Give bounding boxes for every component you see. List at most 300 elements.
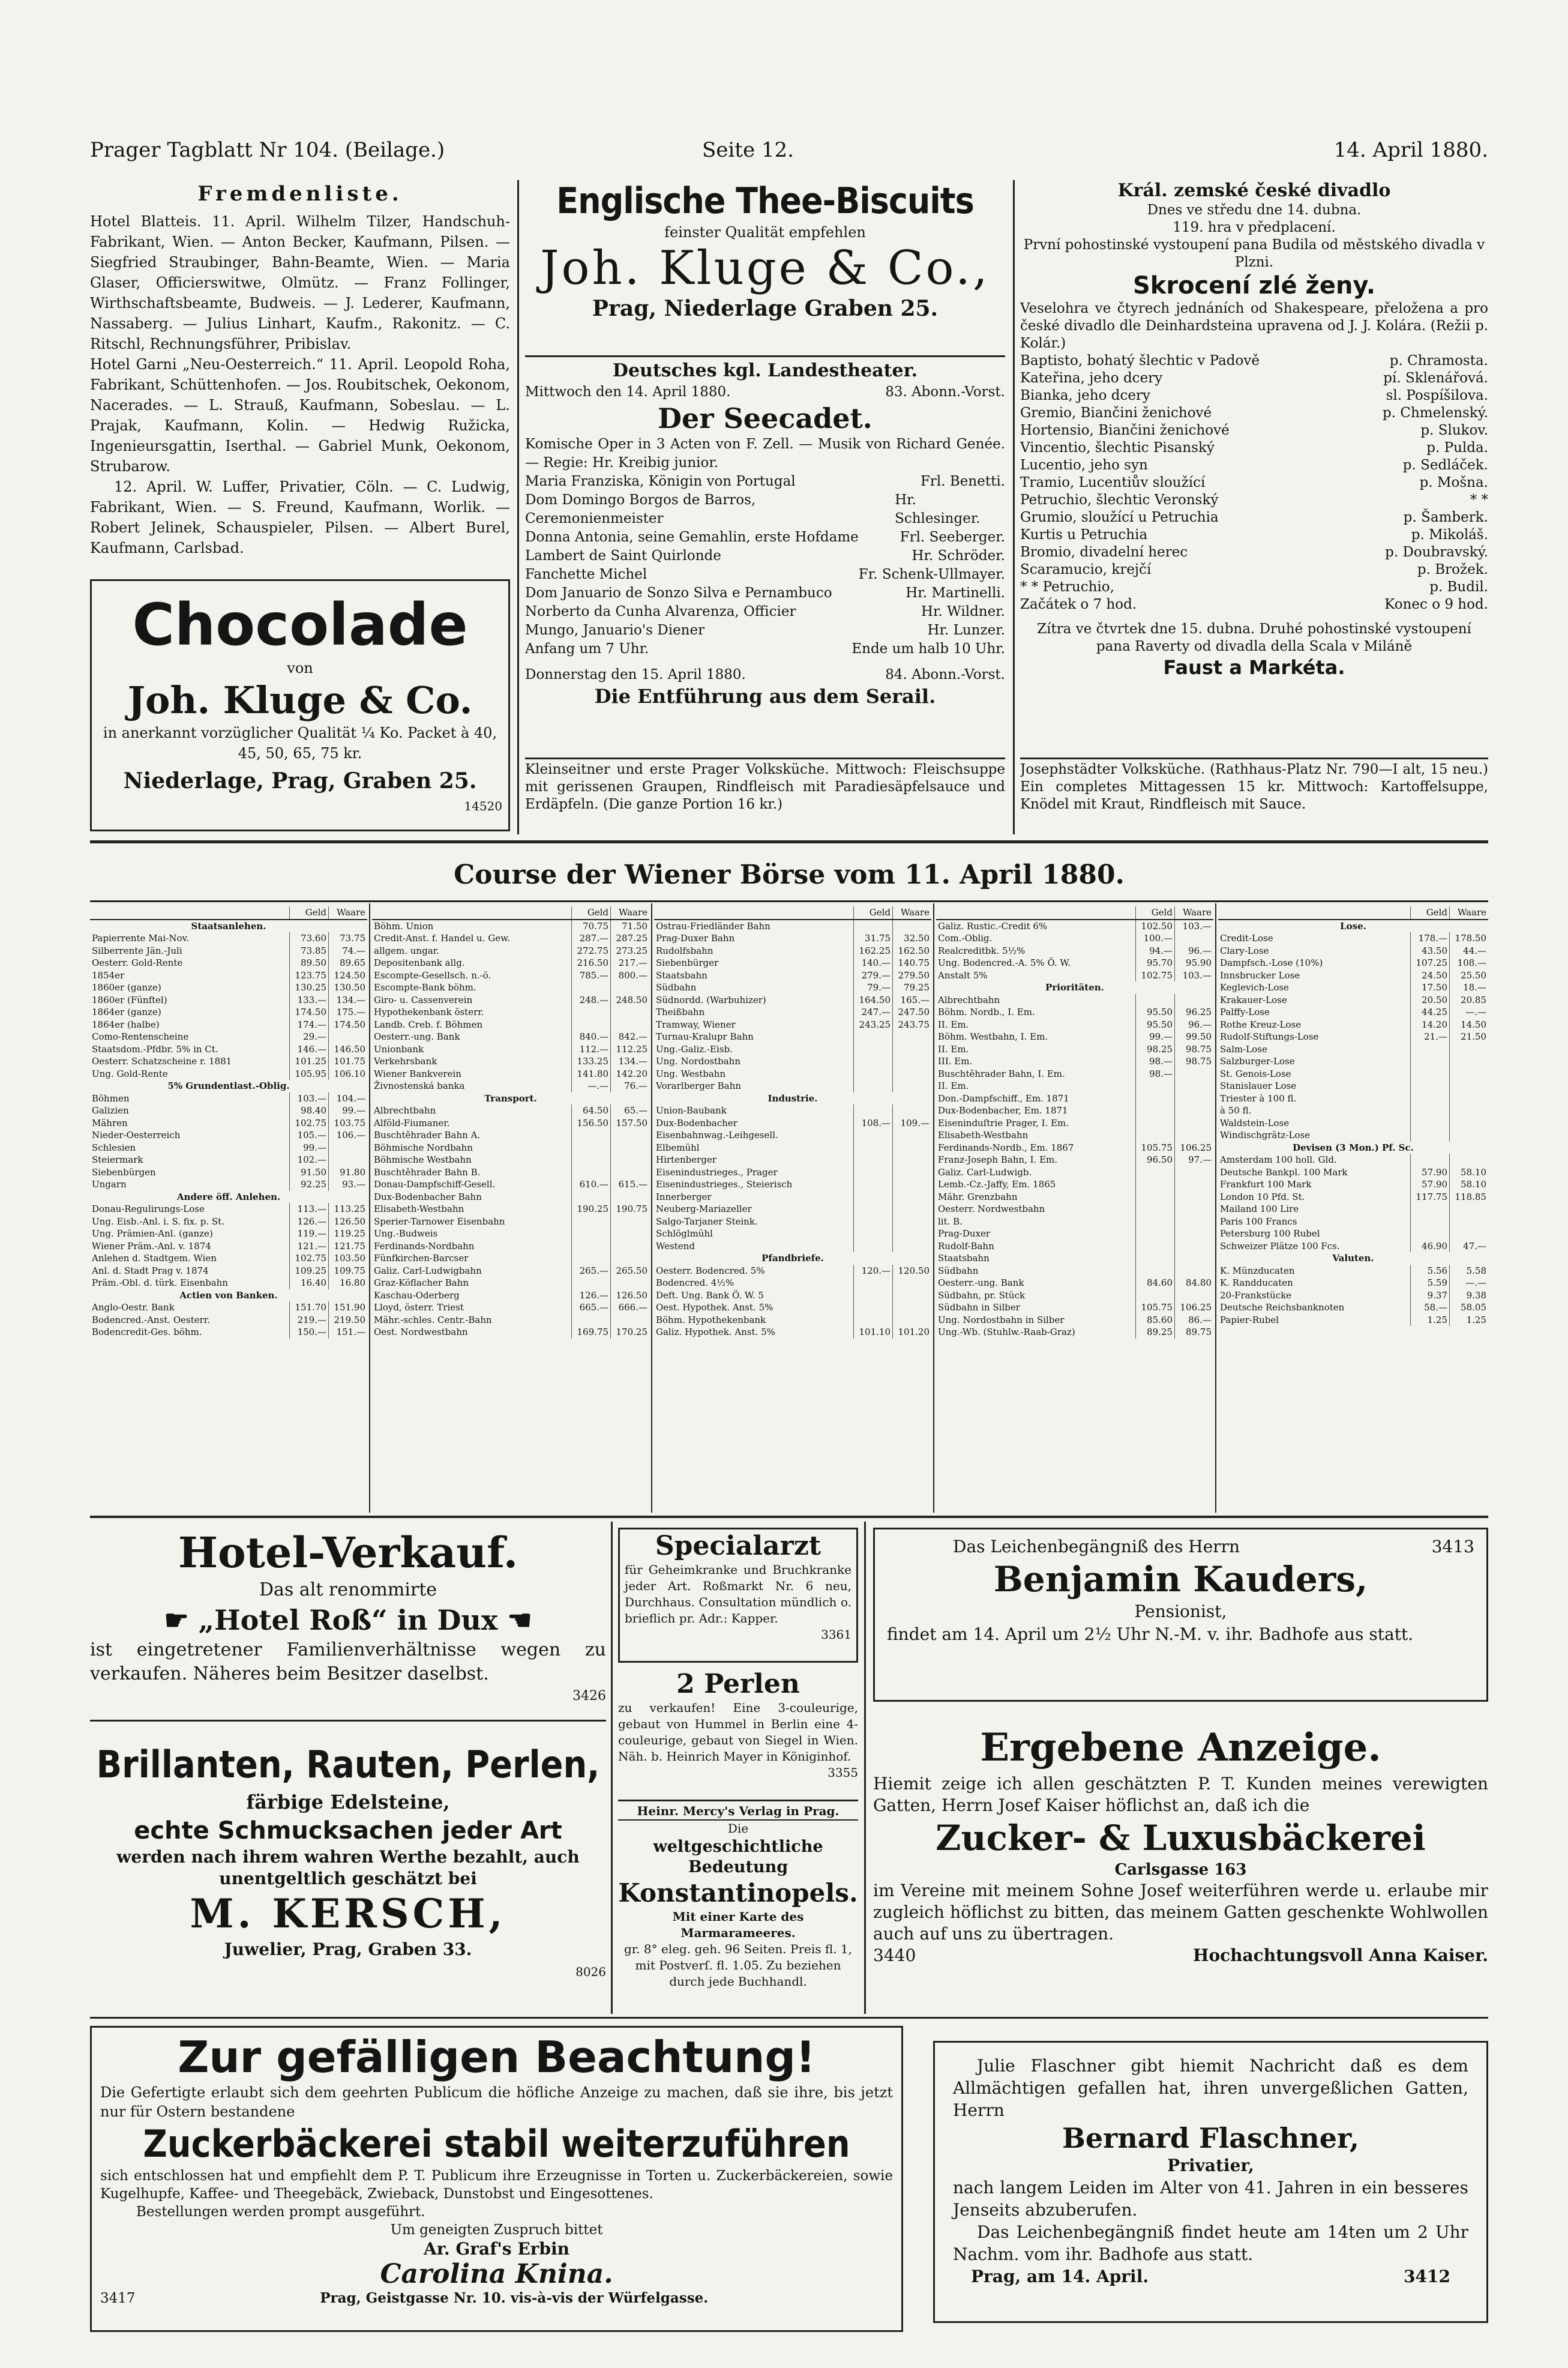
rates-waare-value [1175, 1252, 1214, 1265]
hotel-verkauf-number: 3426 [572, 1689, 606, 1704]
rates-security-name: Dux-Bodenbacher Bahn [374, 1191, 482, 1202]
rates-geld-value: 1.25 [1411, 1314, 1450, 1327]
kersch-line4: werden nach ihrem wahren Werthe bezahlt, auch unentgeltlich geschätzt bei [116, 1847, 580, 1888]
rates-waare-value: 9.38 [1450, 1289, 1489, 1302]
divider [525, 758, 1005, 759]
rates-security-name: Hypothekenbank österr. [374, 1007, 484, 1017]
rates-waare-value [1450, 1080, 1489, 1092]
rates-geld-value: 57.90 [1411, 1166, 1450, 1179]
rates-security-name: Mailand 100 Lire [1220, 1204, 1299, 1214]
chocolade-title: Chocolade [132, 591, 468, 658]
rates-geld-value: 219.— [290, 1314, 329, 1327]
rates-waare-value: 120.50 [893, 1265, 932, 1277]
rates-row [936, 1154, 1213, 1166]
rates-security-name: Eiseninduſtrie Prager, I. Em. [938, 1117, 1069, 1128]
rates-waare-value [893, 1203, 932, 1216]
rates-row [90, 1289, 367, 1302]
theater-de-cast [525, 472, 1005, 640]
beachtung-body3: Bestellungen werden prompt ausgeführt. [136, 2204, 425, 2220]
header-left: Prager Tagblatt Nr 104. (Beilage.) [90, 138, 445, 162]
rates-row [654, 957, 931, 969]
rates-waare-value: 170.25 [611, 1326, 650, 1339]
rates-geld-value [1411, 1055, 1450, 1068]
rates-geld-value: 14.20 [1411, 1019, 1450, 1031]
rates-security-name: Steiermark [92, 1154, 143, 1165]
rates-geld-value [572, 1216, 611, 1228]
rates-waare-value [893, 1301, 932, 1314]
rates-waare-value: 20.85 [1450, 994, 1489, 1007]
rates-geld-value: 89.25 [1136, 1326, 1175, 1339]
rates-waare-value: 89.65 [329, 957, 368, 969]
rates-security-name: Credit-Lose [1220, 933, 1273, 944]
theater-cz-next: Zítra ve čtvrtek dne 15. dubna. Druhé pohostinské vystoupení pana Raverty od divadla della Scala v Miláně [1037, 621, 1471, 654]
rates-security-name: II. Em. [938, 1043, 969, 1055]
rates-geld-value: 98.25 [1136, 1043, 1175, 1056]
rates-security-name: Dux-Bodenbacher, Em. 1871 [938, 1105, 1068, 1116]
rates-security-name: Deutsche Bankpl. 100 Mark [1220, 1166, 1348, 1178]
rates-security-name: Donau-Dampfschiff-Gesell. [374, 1179, 496, 1190]
rates-row [90, 1166, 367, 1179]
rates-waare-value: 1.25 [1450, 1314, 1489, 1327]
kaiser-body1: Hiemit zeige ich allen geschätzten P. T. Kunden meines verewigten Gatten, Herrn Josef Kaiser höflichst an, daß ich die [873, 1774, 1488, 1815]
rates-row [936, 1117, 1213, 1130]
rates-row [372, 1031, 649, 1043]
rates-waare-value [893, 1154, 932, 1166]
rates-waare-value: 134.— [329, 994, 368, 1007]
rates-row [90, 1117, 367, 1130]
rates-security-name: Dux-Bodenbacher [656, 1117, 737, 1128]
hotel-verkauf-hotel: ☛ „Hotel Roß“ in Dux ☚ [164, 1604, 532, 1636]
kersch-line3: echte Schmucksachen jeder Art [134, 1817, 562, 1845]
rates-row [654, 945, 931, 957]
rates-row [936, 1178, 1213, 1191]
cast-row [525, 491, 1005, 528]
cast-actor: p. Mošna. [1419, 475, 1488, 490]
rates-waare-value: 79.25 [893, 981, 932, 994]
rates-geld-value: 279.— [854, 969, 893, 982]
rates-security-name: Nieder-Oesterreich [92, 1130, 181, 1140]
rates-geld-value [1136, 1240, 1175, 1253]
rates-geld-value: 146.— [290, 1043, 329, 1056]
rates-security-name: Böhmische Westbahn [374, 1154, 472, 1165]
rates-row [654, 1314, 931, 1327]
rates-geld-value [854, 1301, 893, 1314]
rates-row [1218, 1240, 1488, 1253]
rates-security-name: Papierrente Mai-Nov. [92, 933, 189, 944]
chocolade-firm: Joh. Kluge & Co. [127, 678, 473, 722]
boerse-column-5 [1218, 906, 1488, 1513]
kaiser-shop: Zucker- & Luxusbäckerei [936, 1818, 1426, 1858]
rates-row [1218, 932, 1488, 945]
rates-waare-value [329, 1142, 368, 1154]
cast-row [1020, 387, 1488, 405]
rates-security-name: Böhm. Hypothekenbank [656, 1314, 766, 1325]
rates-waare-value: 108.— [1450, 957, 1489, 969]
rates-waare-value: 217.— [611, 957, 650, 969]
rates-geld-value: 265.— [572, 1265, 611, 1277]
rates-geld-value [572, 1154, 611, 1166]
rates-security-name: Galiz. Rustic.-Credit 6% [938, 920, 1048, 932]
column-rule [517, 180, 519, 834]
rates-security-name: Elbemühl [656, 1142, 700, 1153]
rates-security-name: Salgo-Tarjaner Steink. [656, 1216, 758, 1227]
rates-row [654, 1240, 931, 1253]
rates-geld-value [572, 1129, 611, 1142]
rates-waare-value [611, 1019, 650, 1031]
rates-row [654, 1326, 931, 1339]
rates-waare-value: 91.80 [329, 1166, 368, 1179]
rates-row [372, 1129, 649, 1142]
rates-row [1218, 1154, 1488, 1166]
rates-geld-value: 44.25 [1411, 1006, 1450, 1019]
rates-geld-value [1136, 1289, 1175, 1302]
rates-waare-value: 113.25 [329, 1203, 368, 1216]
rates-row [372, 1265, 649, 1277]
rates-waare-value [1175, 1289, 1214, 1302]
cast-role: Hortensio, Biančini ženichové [1020, 423, 1230, 438]
rates-security-name: St. Genois-Lose [1220, 1068, 1291, 1079]
rates-waare-value [893, 1191, 932, 1204]
rates-geld-value [1411, 1203, 1450, 1216]
divider [90, 1516, 1488, 1518]
rates-waare-value [1450, 1216, 1489, 1228]
rates-row [372, 994, 649, 1007]
rates-security-name: Westend [656, 1240, 695, 1252]
rates-row [90, 1142, 367, 1154]
rates-security-name: Franz-Joseph Bahn, I. Em. [938, 1154, 1058, 1165]
rates-waare-value [893, 1216, 932, 1228]
rates-waare-value: 279.50 [893, 969, 932, 982]
rates-geld-value: 141.80 [572, 1068, 611, 1080]
rates-geld-value: 126.— [290, 1216, 329, 1228]
rates-waare-value: 106.— [329, 1129, 368, 1142]
perlen-ad [618, 1669, 858, 1798]
rates-row [936, 1019, 1213, 1031]
rates-security-name: Turnau-Kralupr Bahn [656, 1031, 754, 1042]
column-rule [651, 903, 652, 1513]
rates-waare-value [1175, 1166, 1214, 1179]
flaschner-name: Bernard Flaschner, [1062, 2122, 1359, 2154]
rates-waare-value: 157.50 [611, 1117, 650, 1130]
rates-row [654, 1216, 931, 1228]
rates-waare-value [1175, 1080, 1214, 1092]
rates-security-name: Albrechtbahn [938, 994, 1000, 1005]
rates-geld-value: 101.25 [290, 1055, 329, 1068]
column-rule [1013, 180, 1015, 834]
cast-row [525, 584, 1005, 603]
fremdenliste-paragraph: Hotel Blatteis. 11. April. Wilhelm Tilzer, Handschuh-Fabrikant, Wien. — Anton Becker, Kaufmann, Pilsen. — Siegfried Straubinger, Bahn-Beamte, Wien. — Maria Glaser, Officierswitwe, Olmütz. — Franz Follinger, Wirthschaftsbeamte, Budweis. — J. Lederer, Kaufmann, Nassaberg. — Julius Linhart, Kaufm., Rakonitz. — C. Ritschl, Rechnungsführer, Pribislav. [90, 213, 510, 352]
column-rule [369, 903, 370, 1513]
rates-waare-value [893, 1142, 932, 1154]
rates-row [654, 1301, 931, 1314]
cast-role: Donna Antonia, seine Gemahlin, erste Hofdame [525, 529, 859, 545]
mercy-title1: weltgeschichtliche Bedeutung [653, 1837, 823, 1876]
chocolade-number: 14520 [464, 799, 502, 813]
rates-row [372, 1043, 649, 1056]
rates-geld-value: 20.50 [1411, 994, 1450, 1007]
rates-geld-value: —.— [572, 1080, 611, 1092]
theater-cz-times: Začátek o 7 hod. Konec o 9 hod. [1020, 597, 1488, 612]
rates-security-name: Eisenindustrieges., Steierisch [656, 1179, 793, 1190]
rates-security-name: Prag-Duxer [938, 1228, 991, 1239]
rates-row [654, 1191, 931, 1204]
theater-cz-play: Skrocení zlé ženy. [1132, 272, 1376, 300]
rates-row [654, 1277, 931, 1289]
rates-geld-value: 21.— [1411, 1031, 1450, 1043]
rates-waare-value [893, 1166, 932, 1179]
rates-row [90, 1265, 367, 1277]
rates-row [372, 1203, 649, 1216]
rates-row [90, 1228, 367, 1240]
rates-waare-value [611, 1154, 650, 1166]
rates-header-waare: Waare [1175, 906, 1214, 920]
rates-row [90, 981, 367, 994]
specialarzt-number: 3361 [821, 1627, 852, 1642]
rates-security-name: Ung. Bodencred.-A. 5% Ö. W. [938, 957, 1071, 968]
rates-security-name: K. Randducaten [1220, 1277, 1293, 1288]
cast-role: Vincentio, šlechtic Pisanský [1020, 440, 1215, 456]
rates-geld-value: 101.10 [854, 1326, 893, 1339]
rates-security-name: Oesterr. Bodencred. 5% [656, 1265, 765, 1276]
rates-row [936, 1216, 1213, 1228]
rates-geld-value: 287.— [572, 932, 611, 945]
rates-row [1218, 994, 1488, 1007]
rates-security-name: Rothe Kreuz-Lose [1220, 1019, 1302, 1030]
rates-row [936, 1265, 1213, 1277]
rates-geld-value [854, 1216, 893, 1228]
rates-geld-value [1136, 1166, 1175, 1179]
rates-geld-value: 79.— [854, 981, 893, 994]
rates-waare-value: 103.— [1175, 920, 1214, 933]
rates-geld-value [1136, 1129, 1175, 1142]
rates-security-name: Frankfurt 100 Mark [1220, 1179, 1312, 1190]
rates-security-name: Rudolf-Bahn [938, 1240, 994, 1252]
rates-row [372, 1240, 649, 1253]
rates-geld-value: 16.40 [290, 1277, 329, 1289]
rates-waare-value: 98.75 [1175, 1055, 1214, 1068]
rates-row [90, 932, 367, 945]
rates-security-name: Elisabeth-Westbahn [374, 1204, 464, 1214]
rates-geld-value: 95.50 [1136, 1019, 1175, 1031]
hotel-verkauf-body: ist eingetretener Familienverhältnisse wegen zu verkaufen. Näheres beim Besitzer daselbst. [90, 1639, 606, 1684]
rates-row [90, 1068, 367, 1080]
rates-waare-value: 666.— [611, 1301, 650, 1314]
rates-header-geld: Geld [1136, 906, 1175, 920]
chocolade-von: von [287, 660, 313, 676]
flaschner-footer: Prag, am 14. April. 3412 [971, 2267, 1450, 2286]
cast-row [1020, 439, 1488, 457]
rates-security-name: Schlöglmühl [656, 1228, 713, 1239]
cast-role: Norberto da Cunha Alvarenza, Officier [525, 604, 796, 619]
divider [1020, 758, 1488, 759]
rates-row [654, 1043, 931, 1056]
cast-role: Bromio, divadelní herec [1020, 544, 1188, 560]
rates-header-blank [372, 906, 572, 920]
rates-geld-value [854, 1314, 893, 1327]
rates-waare-value: 65.— [611, 1104, 650, 1117]
rates-row [372, 1314, 649, 1327]
rates-geld-value: 102.75 [290, 1117, 329, 1130]
rates-security-name: Buschtěhrader Bahn B. [374, 1166, 481, 1178]
fremdenliste-title: Fremdenliste. [197, 182, 403, 206]
theater-cz-title: Král. zemské české divadlo [1117, 180, 1391, 201]
rates-row [936, 1104, 1213, 1117]
rates-security-name: Com.-Oblig. [938, 933, 993, 944]
rates-geld-value: 105.95 [290, 1068, 329, 1080]
divider [90, 2017, 1488, 2019]
rates-header-waare: Waare [893, 906, 932, 920]
rates-row [372, 1019, 649, 1031]
rates-waare-value: 175.— [329, 1006, 368, 1019]
rates-security-name: Alföld-Fiumaner. [374, 1117, 450, 1128]
rates-row [936, 1055, 1213, 1068]
rates-row [90, 957, 367, 969]
rates-security-name: Ung. Nordostbahn [656, 1056, 740, 1067]
rates-geld-value [1136, 1092, 1175, 1105]
rates-security-name: Amsterdam 100 holl. Gld. [1220, 1154, 1337, 1165]
rates-geld-value: 73.85 [290, 945, 329, 957]
rates-row [936, 1142, 1213, 1154]
theater-de-title: Deutsches kgl. Landestheater. [612, 360, 918, 381]
rates-security-name: Mähren [92, 1117, 128, 1128]
cast-role: Gremio, Biančini ženichové [1020, 405, 1212, 421]
rates-geld-value [1411, 1043, 1450, 1056]
rates-security-name: 20-Frankstücke [1220, 1289, 1292, 1301]
rates-security-name: Oesterr.-ung. Bank [938, 1277, 1024, 1288]
cast-actor: p. Pulda. [1426, 440, 1488, 456]
rates-security-name: Galiz. Hypothek. Anst. 5% [656, 1327, 775, 1337]
kaiser-street: Carlsgasse 163 [1114, 1861, 1247, 1879]
rates-row [372, 1252, 649, 1265]
rates-row [654, 1006, 931, 1019]
cast-row [525, 528, 1005, 547]
rates-security-name: Buschtěhrader Bahn A. [374, 1130, 481, 1140]
rates-geld-value: 43.50 [1411, 945, 1450, 957]
boerse-column-1 [90, 906, 367, 1513]
rates-geld-value: 89.50 [290, 957, 329, 969]
rates-security-name: Südbahn [938, 1265, 979, 1276]
rates-geld-value: 84.60 [1136, 1277, 1175, 1289]
rates-row [372, 1006, 649, 1019]
volkskueche-left: Kleinseitner und erste Prager Volksküche. Mittwoch: Fleischsuppe mit gerissenen Graupen, Rindfleisch mit Paradiesäpfelsauce und Erdäpfeln. (Die ganze Portion 16 kr.) [525, 762, 1005, 812]
rates-geld-value: 108.— [854, 1117, 893, 1130]
rates-section-heading: Pfandbriefe. [761, 1253, 824, 1264]
rates-security-name: Bodencred.-Anst. Oesterr. [92, 1314, 211, 1325]
kauders-body: findet am 14. April um 2½ Uhr N.-M. v. ihr. Badhofe aus statt. [887, 1624, 1414, 1644]
rates-security-name: 1854er [92, 969, 125, 981]
rates-security-name: Palffy-Lose [1220, 1007, 1270, 1017]
cast-actor: Hr. Schröder. [912, 548, 1005, 564]
column-rule [864, 1522, 866, 2014]
kauders-line1: Das Leichenbegängniß des Herrn 3413 [953, 1537, 1474, 1556]
rates-header-row [90, 906, 367, 920]
rates-security-name: Schweizer Plätze 100 Fcs. [1220, 1240, 1340, 1252]
rates-security-name: Lemb.-Cz.-Jaffy, Em. 1865 [938, 1179, 1056, 1190]
rates-waare-value: 101.75 [329, 1055, 368, 1068]
rates-security-name: Giro- u. Cassenverein [374, 994, 473, 1005]
cast-actor: pí. Sklenářová. [1383, 370, 1488, 386]
rates-security-name: Oest. Nordwestbahn [374, 1327, 468, 1337]
rates-geld-value: 247.— [854, 1006, 893, 1019]
cast-row [1020, 526, 1488, 544]
rates-waare-value [611, 1129, 650, 1142]
rates-geld-value [854, 1043, 893, 1056]
rates-geld-value: 105.75 [1136, 1142, 1175, 1154]
rates-geld-value [1136, 1216, 1175, 1228]
cast-role: Kateřina, jeho dcery [1020, 370, 1163, 386]
rates-row [372, 1080, 649, 1092]
cast-role: Baptisto, bohatý šlechtic v Padově [1020, 353, 1260, 369]
rates-header-blank [1218, 906, 1411, 920]
rates-section-heading: Lose. [1340, 920, 1366, 932]
theater-de-section [525, 359, 1005, 756]
rates-row [654, 1068, 931, 1080]
rates-row [372, 1166, 649, 1179]
rates-row [654, 1019, 931, 1031]
rates-row [372, 1216, 649, 1228]
rates-row [936, 1228, 1213, 1240]
rates-security-name: Deutsche Reichsbanknoten [1220, 1302, 1345, 1313]
rates-row [1218, 1301, 1488, 1314]
rates-geld-value: 140.— [854, 957, 893, 969]
cast-row [1020, 492, 1488, 509]
rates-geld-value: 17.50 [1411, 981, 1450, 994]
rates-geld-value [572, 1228, 611, 1240]
rates-row [654, 1117, 931, 1130]
rates-geld-value [1136, 1252, 1175, 1265]
theater-cz-number: 119. hra v předplacení. [1173, 220, 1336, 235]
rates-row [654, 994, 931, 1007]
rates-security-name: Depositenbank allg. [374, 957, 465, 968]
rates-waare-value: 178.50 [1450, 932, 1489, 945]
rates-section-heading: Transport. [484, 1092, 537, 1104]
rates-waare-value [1450, 1129, 1489, 1142]
rates-row [654, 1142, 931, 1154]
rates-row [372, 1178, 649, 1191]
biscuits-subtitle: feinster Qualität empfehlen [664, 224, 866, 241]
rates-security-name: Innsbrucker Lose [1220, 969, 1300, 981]
rates-waare-value: 5.58 [1450, 1265, 1489, 1277]
cast-row [1020, 405, 1488, 422]
rates-row [372, 1191, 649, 1204]
kauders-name: Benjamin Kauders, [993, 1559, 1368, 1600]
page-header [90, 137, 1488, 163]
rates-geld-value: 96.50 [1136, 1154, 1175, 1166]
rates-geld-value: 102.75 [1136, 969, 1175, 982]
rates-row [90, 1154, 367, 1166]
rates-row [936, 1240, 1213, 1253]
rates-security-name: Donau-Regulirungs-Lose [92, 1204, 205, 1214]
rates-geld-value: 24.50 [1411, 969, 1450, 982]
mercy-die: Die [727, 1821, 749, 1836]
rates-row [936, 1326, 1213, 1339]
cast-role: Tramio, Lucentiův sloužící [1020, 475, 1206, 490]
rates-waare-value: 142.20 [611, 1068, 650, 1080]
flaschner-ad [933, 2041, 1488, 2323]
rates-geld-value: 120.— [854, 1265, 893, 1277]
rates-waare-value: —.— [1450, 1006, 1489, 1019]
rates-waare-value [1450, 1043, 1489, 1056]
rates-security-name: Vorarlberger Bahn [656, 1080, 741, 1091]
rates-security-name: Ferdinands-Nordbahn [374, 1240, 475, 1252]
divider [90, 1720, 606, 1722]
rates-header-blank [654, 906, 854, 920]
rates-row [372, 957, 649, 969]
rates-security-name: 1860er (ganze) [92, 982, 161, 993]
pointing-hand-icon: ☛ [164, 1604, 199, 1636]
rates-geld-value [854, 1055, 893, 1068]
rates-security-name: Oesterr. Gold-Rente [92, 957, 183, 968]
